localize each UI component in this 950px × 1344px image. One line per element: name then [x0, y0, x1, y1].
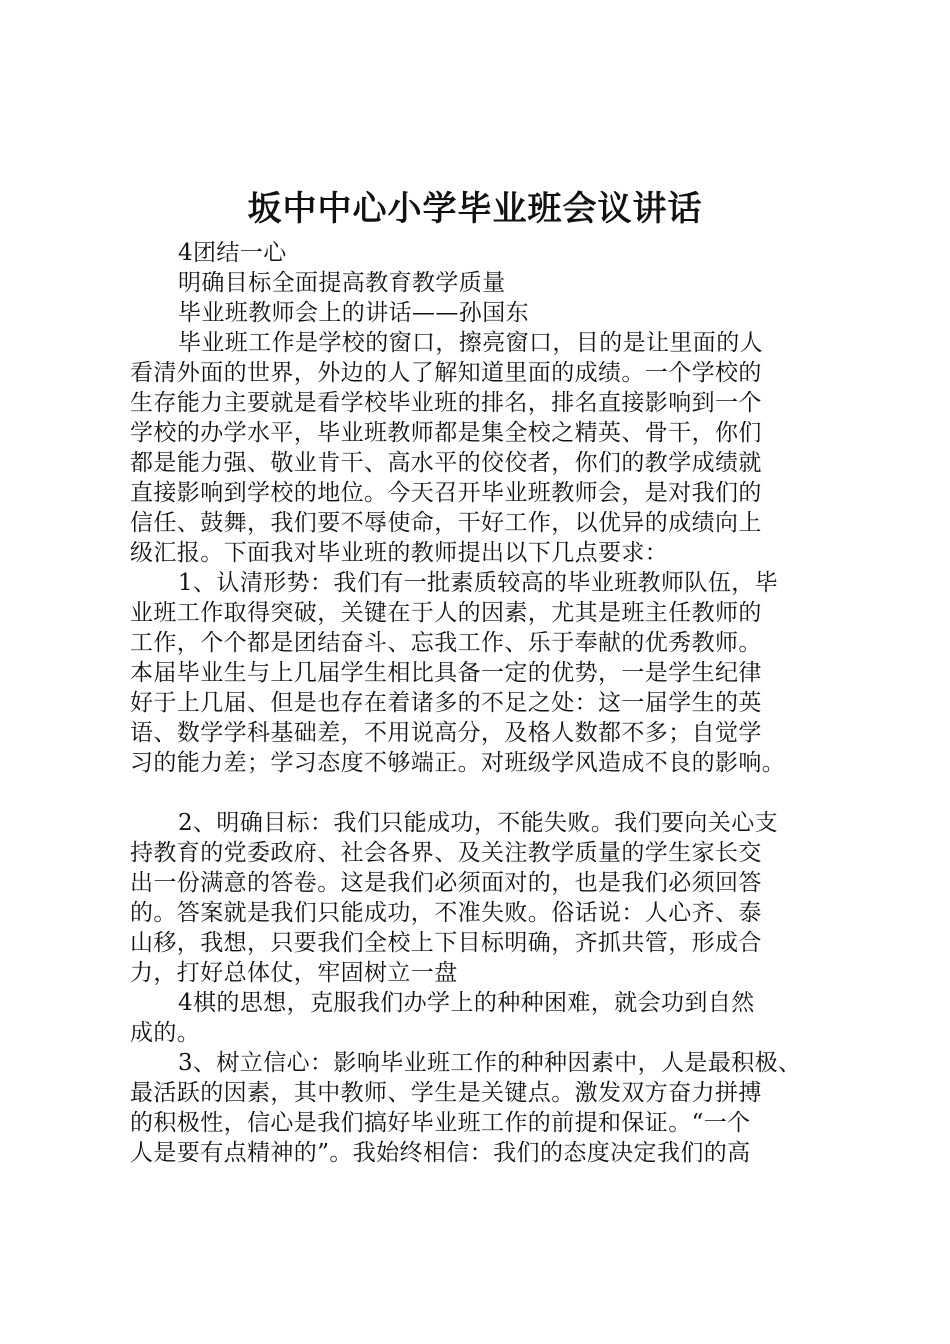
- text-line: 最活跃的因素，其中教师、学生是关键点。激发双方奋力拼搏: [130, 1080, 762, 1106]
- text-line: 成的。: [130, 1020, 201, 1046]
- text-line: 出一份满意的答卷。这是我们必须面对的，也是我们必须回答: [130, 870, 762, 896]
- text-line: 本届毕业生与上几届学生相比具备一定的优势，一是学生纪律: [130, 660, 762, 686]
- text-line: 业班工作取得突破，关键在于人的因素，尤其是班主任教师的: [130, 600, 762, 626]
- blank-line: [130, 778, 830, 808]
- text-line: 直接影响到学校的地位。今天召开毕业班教师会，是对我们的: [130, 480, 762, 506]
- text-line: 毕业班教师会上的讲话——孙国东: [178, 300, 529, 326]
- text-line: 持教育的党委政府、社会各界、及关注教学质量的学生家长交: [130, 840, 762, 866]
- text-line: 生存能力主要就是看学校毕业班的排名，排名直接影响到一个: [130, 390, 762, 416]
- document-body: [130, 238, 830, 1168]
- text-line: 的积极性，信心是我们搞好毕业班工作的前提和保证。“一个: [130, 1110, 751, 1136]
- text-line: 好于上几届、但是也存在着诸多的不足之处：这一届学生的英: [130, 690, 762, 716]
- text-line: 人是要有点精神的”。我始终相信：我们的态度决定我们的高: [130, 1140, 751, 1166]
- text-line: 山移，我想，只要我们全校上下目标明确，齐抓共管，形成合: [130, 930, 762, 956]
- document-title: 坂中中心小学毕业班会议讲话: [247, 189, 703, 229]
- text-line: 语、数学学科基础差，不用说高分，及格人数都不多；自觉学: [130, 720, 762, 746]
- text-line: 看清外面的世界，外边的人了解知道里面的成绩。一个学校的: [130, 360, 762, 386]
- text-line: 习的能力差；学习态度不够端正。对班级学风造成不良的影响。: [130, 750, 786, 776]
- text-line: 的。答案就是我们只能成功，不准失败。俗话说：人心齐、泰: [130, 900, 762, 926]
- text-line: 4团结一心: [178, 240, 287, 266]
- text-line: 毕业班工作是学校的窗口，擦亮窗口，目的是让里面的人: [178, 330, 763, 356]
- text-line: 工作，个个都是团结奋斗、忘我工作、乐于奉献的优秀教师。: [130, 630, 762, 656]
- text-line: 都是能力强、敬业肯干、高水平的佼佼者，你们的教学成绩就: [130, 450, 762, 476]
- text-line: 2、明确目标：我们只能成功，不能失败。我们要向关心支: [178, 810, 779, 836]
- text-line: 力，打好总体仗，牢固树立一盘: [130, 960, 458, 986]
- text-line: 级汇报。下面我对毕业班的教师提出以下几点要求：: [130, 540, 669, 566]
- text-line: 明确目标全面提高教育教学质量: [178, 270, 506, 296]
- text-line: 4棋的思想，克服我们办学上的种种困难，就会功到自然: [178, 990, 755, 1016]
- text-line: 3、树立信心：影响毕业班工作的种种因素中，人是最积极、: [178, 1050, 802, 1076]
- text-line: 学校的办学水平，毕业班教师都是集全校之精英、骨干，你们: [130, 420, 762, 446]
- text-line: 信任、鼓舞，我们要不辱使命，干好工作，以优异的成绩向上: [130, 510, 762, 536]
- text-line: 1、认清形势：我们有一批素质较高的毕业班教师队伍，毕: [178, 570, 779, 596]
